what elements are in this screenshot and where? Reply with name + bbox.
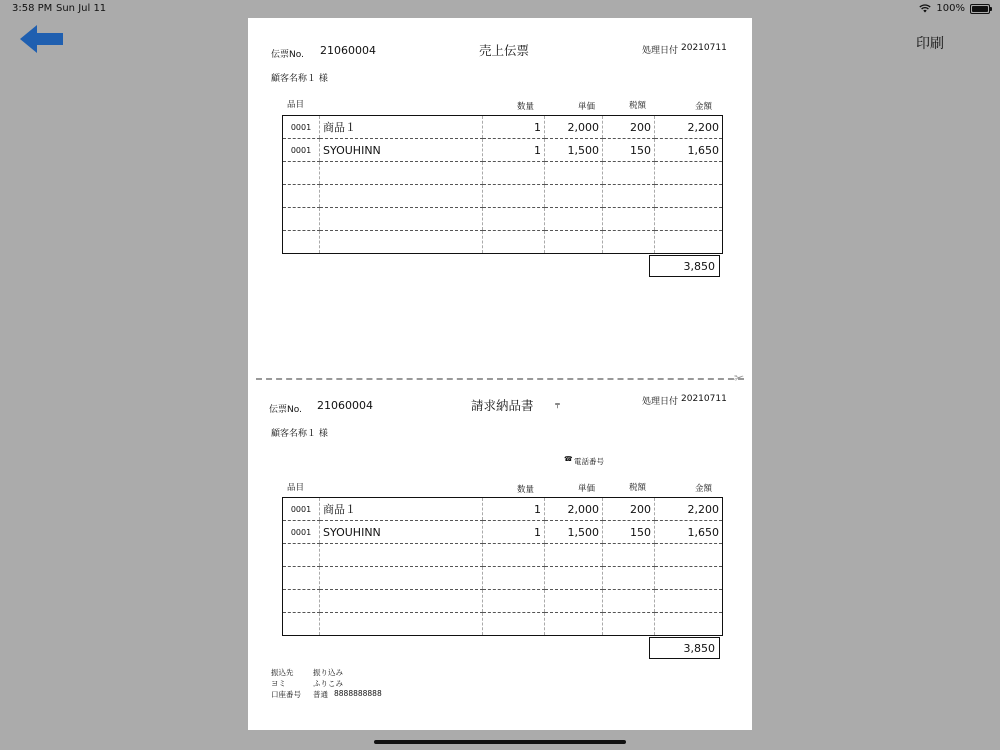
phone-icon: ☎ xyxy=(564,455,573,463)
invoice-row1-tax: 200 xyxy=(603,498,655,521)
table-row xyxy=(283,521,723,544)
table-row xyxy=(283,185,723,208)
table-row xyxy=(283,208,723,231)
table-row xyxy=(283,162,723,185)
slip-row2-tax: 150 xyxy=(603,139,655,162)
slip-row2-amount: 1,650 xyxy=(655,139,723,162)
invoice-date-label: 処理日付 xyxy=(642,397,679,407)
wifi-icon xyxy=(919,4,931,13)
slip-col-qty: 数量 xyxy=(517,102,535,112)
invoice-col-tax: 税額 xyxy=(629,483,647,493)
table-row xyxy=(283,139,723,162)
slip-row2-code: 0001 xyxy=(283,139,320,162)
table-row xyxy=(283,544,723,567)
table-row xyxy=(283,590,723,613)
slip-items-table xyxy=(282,115,723,254)
invoice-row1-amount: 2,200 xyxy=(655,498,723,521)
battery-percent: 100% xyxy=(936,3,965,14)
document-preview xyxy=(248,18,752,730)
invoice-row1-qty: 1 xyxy=(483,498,545,521)
kana-label: ヨミ xyxy=(271,679,286,688)
kana-value: ふりこみ xyxy=(313,679,343,688)
slip-col-amount: 金額 xyxy=(695,102,713,112)
invoice-row2-name: SYOUHINN xyxy=(320,521,483,544)
table-row xyxy=(283,567,723,590)
slip-date-label: 処理日付 xyxy=(642,46,679,56)
invoice-col-amount: 金額 xyxy=(695,484,713,494)
invoice-row1-code: 0001 xyxy=(283,498,320,521)
scissors-icon: ✂ xyxy=(734,371,745,385)
slip-row1-code: 0001 xyxy=(283,116,320,139)
slip-row1-qty: 1 xyxy=(483,116,545,139)
home-indicator[interactable] xyxy=(374,740,626,744)
invoice-row2-tax: 150 xyxy=(603,521,655,544)
invoice-row2-code: 0001 xyxy=(283,521,320,544)
account-type: 普通 xyxy=(313,690,328,699)
invoice-row2-price: 1,500 xyxy=(545,521,603,544)
slip-no-label: 伝票No. xyxy=(271,50,304,60)
slip-row1-amount: 2,200 xyxy=(655,116,723,139)
slip-col-tax: 税額 xyxy=(629,101,647,111)
slip-total: 3,850 xyxy=(649,255,720,277)
status-bar xyxy=(0,0,1000,18)
back-button[interactable] xyxy=(20,24,64,54)
invoice-row2-qty: 1 xyxy=(483,521,545,544)
slip-title: 売上伝票 xyxy=(479,43,530,58)
slip-col-price: 単価 xyxy=(578,102,596,112)
slip-row2-qty: 1 xyxy=(483,139,545,162)
account-label: 口座番号 xyxy=(271,690,301,699)
back-arrow-icon xyxy=(20,24,64,54)
slip-row2-price: 1,500 xyxy=(545,139,603,162)
cut-line xyxy=(256,378,744,380)
invoice-title: 請求納品書 xyxy=(471,398,534,413)
invoice-items-table xyxy=(282,497,723,636)
invoice-row1-price: 2,000 xyxy=(545,498,603,521)
invoice-col-item: 品目 xyxy=(287,483,305,493)
postal-mark: 〒 xyxy=(554,402,561,410)
invoice-date-value: 20210711 xyxy=(681,394,727,404)
table-row xyxy=(283,231,723,254)
invoice-col-price: 単価 xyxy=(578,484,596,494)
invoice-row1-name: 商品１ xyxy=(320,498,483,521)
table-row xyxy=(283,613,723,636)
slip-col-item: 品目 xyxy=(287,100,305,110)
status-right xyxy=(919,3,990,14)
invoice-slip-no-label: 伝票No. xyxy=(269,405,302,415)
slip-row2-name: SYOUHINN xyxy=(320,139,483,162)
status-date: Sun Jul 11 xyxy=(56,3,107,14)
payee-label: 振込先 xyxy=(271,668,294,677)
slip-row1-price: 2,000 xyxy=(545,116,603,139)
invoice-row2-amount: 1,650 xyxy=(655,521,723,544)
print-button[interactable]: 印刷 xyxy=(916,36,944,52)
table-row xyxy=(283,116,723,139)
battery-icon xyxy=(970,4,990,14)
payee-value: 振り込み xyxy=(313,668,343,677)
invoice-customer-name: 顧客名称１ 様 xyxy=(271,429,328,439)
slip-no-value: 21060004 xyxy=(320,44,376,57)
slip-date-value: 20210711 xyxy=(681,43,727,53)
slip-customer-name: 顧客名称１ 様 xyxy=(271,74,328,84)
phone-label: 電話番号 xyxy=(574,457,604,466)
invoice-col-qty: 数量 xyxy=(517,485,535,495)
table-row xyxy=(283,498,723,521)
account-number: 8888888888 xyxy=(334,689,382,698)
slip-row1-tax: 200 xyxy=(603,116,655,139)
invoice-slip-no-value: 21060004 xyxy=(317,399,373,412)
invoice-total: 3,850 xyxy=(649,637,720,659)
slip-row1-name: 商品１ xyxy=(320,116,483,139)
status-time: 3:58 PM xyxy=(12,3,53,14)
